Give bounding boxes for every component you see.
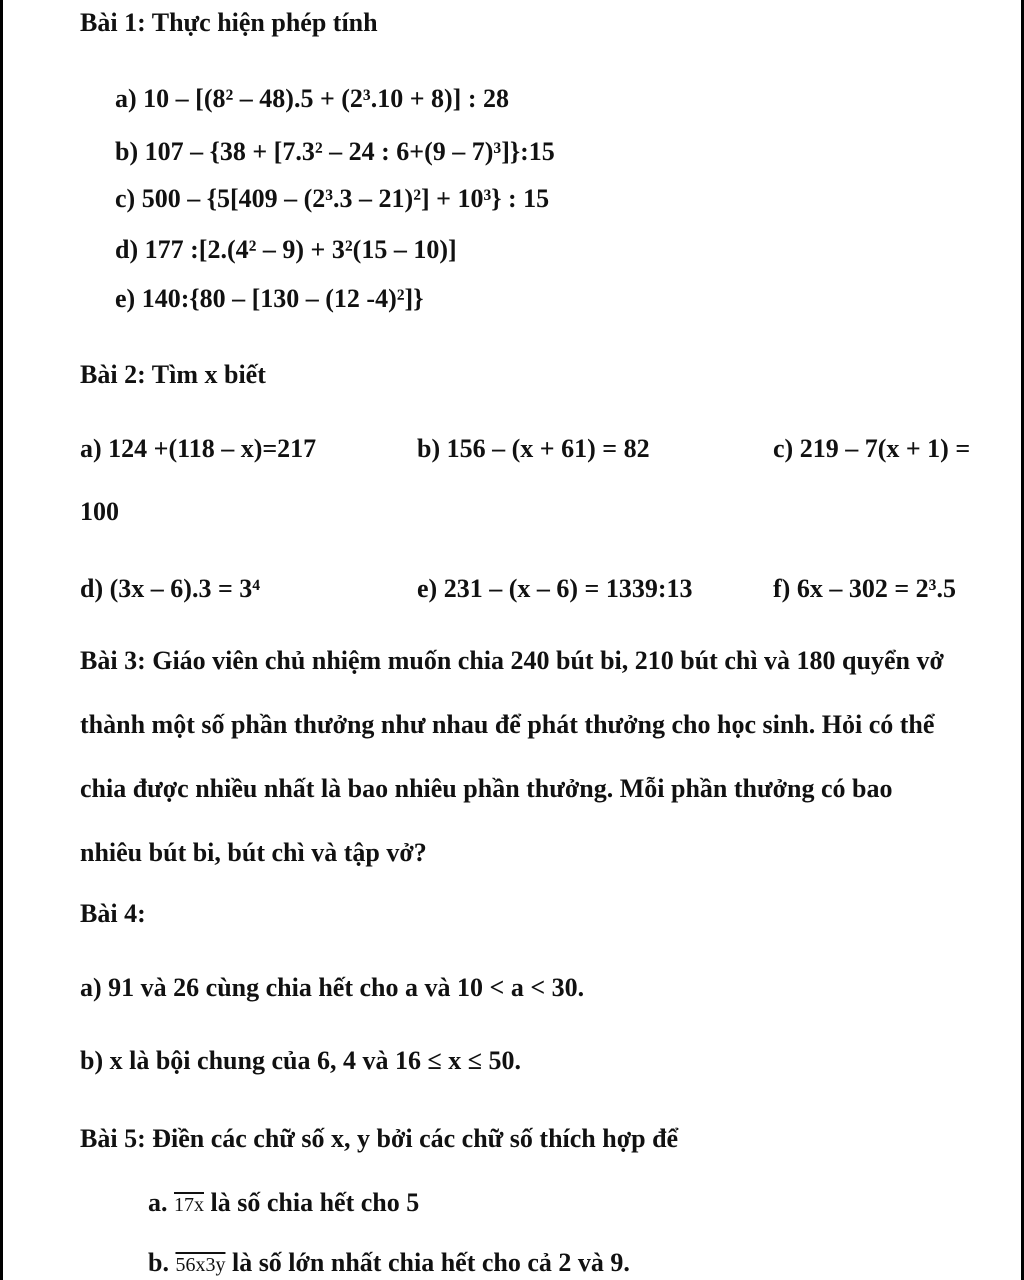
item-expression: 107 – {38 + [7.3² – 24 : 6+(9 – 7)³]}:15 bbox=[144, 137, 555, 166]
item-text: là số lớn nhất chia hết cho cả 2 và 9. bbox=[231, 1248, 630, 1277]
bai2-item-c-continued bbox=[80, 499, 119, 525]
item-expression: 156 – (x + 61) = 82 bbox=[446, 434, 650, 463]
item-label: d) bbox=[115, 235, 139, 264]
bai3-line-3: chia được nhiều nhất là bao nhiêu phần thưởng. Mỗi phần thưởng có bao bbox=[80, 774, 893, 803]
bai5-item-b bbox=[148, 1250, 630, 1276]
item-label: a) bbox=[80, 434, 102, 463]
bai4-title: Bài 4: bbox=[80, 899, 146, 928]
item-expression: (3x – 6).3 = 3⁴ bbox=[109, 574, 261, 603]
left-border-line bbox=[0, 0, 3, 1280]
item-label: e) bbox=[115, 284, 136, 313]
bai2-title: Bài 2: Tìm x biết bbox=[80, 360, 266, 389]
overlined-number: 17x bbox=[174, 1194, 204, 1216]
bai2-item-b bbox=[417, 436, 650, 462]
item-expression: 231 – (x – 6) = 1339:13 bbox=[443, 574, 693, 603]
item-label: b) bbox=[115, 137, 139, 166]
bai1-item-c bbox=[115, 186, 549, 212]
item-expression: 124 +(118 – x)=217 bbox=[108, 434, 317, 463]
item-label: c) bbox=[115, 184, 136, 213]
bai3-line-2: thành một số phần thưởng như nhau để phát thưởng cho học sinh. Hỏi có thể bbox=[80, 710, 935, 739]
item-label: d) bbox=[80, 574, 104, 603]
bai1-item-e bbox=[115, 286, 423, 312]
bai3-line-4: nhiêu bút bi, bút chì và tập vở? bbox=[80, 838, 427, 867]
item-expression: 500 – {5[409 – (2³.3 – 21)²] + 10³} : 15 bbox=[141, 184, 550, 213]
bai1-title: Bài 1: Thực hiện phép tính bbox=[80, 8, 378, 37]
item-expression: 6x – 302 = 2³.5 bbox=[796, 574, 956, 603]
item-expression: 219 – 7(x + 1) = bbox=[799, 434, 971, 463]
bai1-item-b bbox=[115, 139, 555, 165]
bai4-item-b: b) x là bội chung của 6, 4 và 16 ≤ x ≤ 50. bbox=[80, 1046, 521, 1075]
bai2-item-f bbox=[773, 576, 956, 602]
item-expression: 140:{80 – [130 – (12 -4)²]} bbox=[141, 284, 424, 313]
item-label: c) bbox=[773, 434, 794, 463]
item-label: b. bbox=[148, 1248, 169, 1277]
item-expression: 100 bbox=[80, 497, 119, 526]
item-expression: 177 :[2.(4² – 9) + 3²(15 – 10)] bbox=[144, 235, 457, 264]
bai5-title: Bài 5: Điền các chữ số x, y bởi các chữ số thích hợp để bbox=[80, 1124, 679, 1153]
item-label: f) bbox=[773, 574, 791, 603]
item-label: b) bbox=[417, 434, 441, 463]
bai2-item-a bbox=[80, 436, 316, 462]
bai1-item-a bbox=[115, 86, 509, 112]
bai1-item-d bbox=[115, 237, 457, 263]
bai2-item-d bbox=[80, 576, 260, 602]
overlined-number: 56x3y bbox=[175, 1254, 226, 1276]
bai3-line-1: Bài 3: Giáo viên chủ nhiệm muốn chia 240 bút bi, 210 bút chì và 180 quyển vở bbox=[80, 646, 944, 675]
item-label: a. bbox=[148, 1188, 168, 1217]
item-label: e) bbox=[417, 574, 438, 603]
bai5-item-a bbox=[148, 1190, 419, 1216]
bai4-item-a: a) 91 và 26 cùng chia hết cho a và 10 < a < 30. bbox=[80, 973, 585, 1002]
bai2-item-e bbox=[417, 576, 693, 602]
item-label: a) bbox=[115, 84, 137, 113]
item-text: là số chia hết cho 5 bbox=[210, 1188, 420, 1217]
bai2-item-c bbox=[773, 436, 970, 462]
item-expression: 10 – [(8² – 48).5 + (2³.10 + 8)] : 28 bbox=[143, 84, 509, 113]
